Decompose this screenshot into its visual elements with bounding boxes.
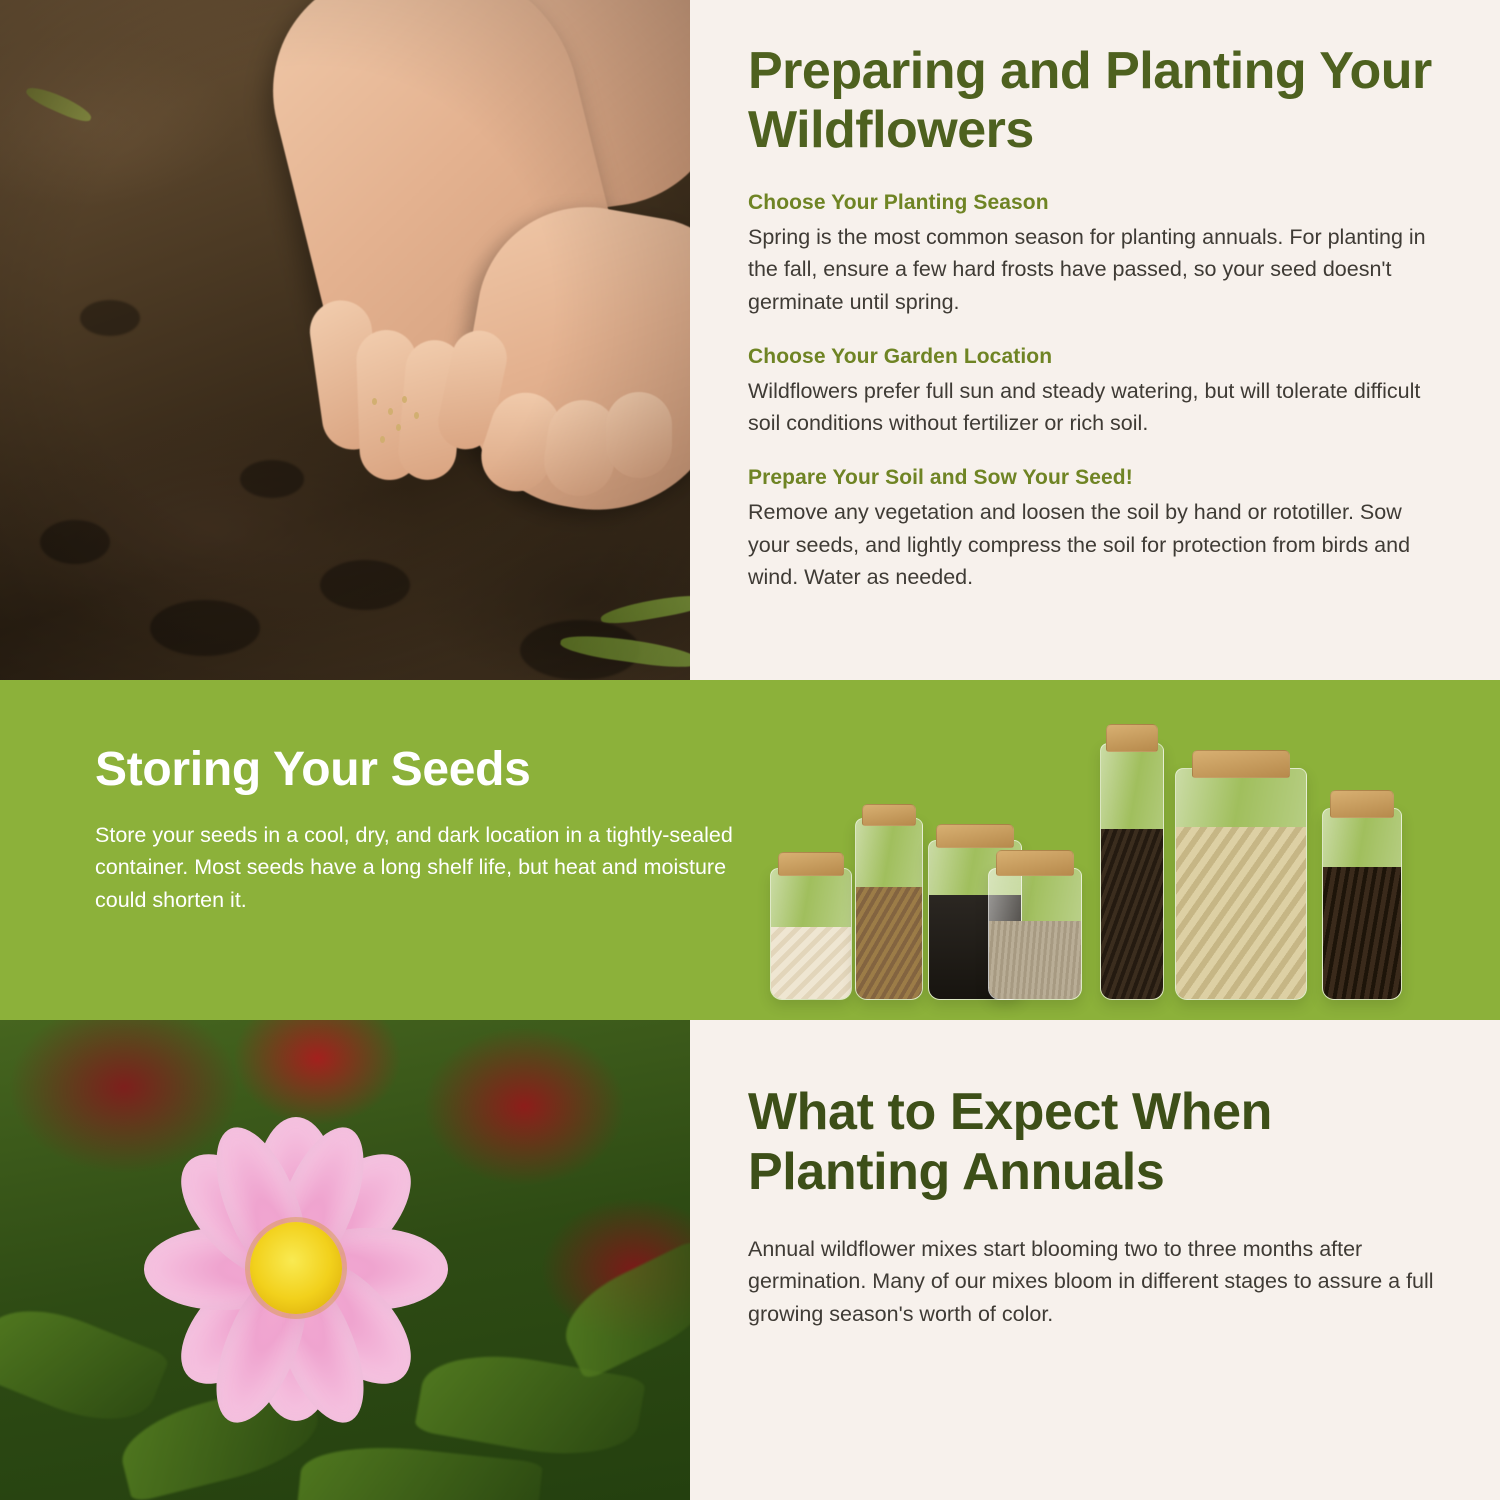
paragraph-planting-season: Spring is the most common season for planting annuals. For planting in the fall, ensure a few hard frosts have passed, so your seed doesn't germinate until spring.: [748, 224, 1426, 314]
subheading-planting-season: Choose Your Planting Season: [748, 190, 1049, 214]
storing-seeds-paragraph: Store your seeds in a cool, dry, and dark location in a tightly-sealed container. Most seeds have a long shelf life, but heat and moisture could shorten it.: [95, 823, 733, 912]
jar-white-beans: [770, 868, 852, 1000]
section-expect-text: [690, 1020, 1500, 1500]
what-to-expect-paragraph: Annual wildflower mixes start blooming two to three months after germination. Many of our mixes bloom in different stages to assure a full growing season's worth of color.: [748, 1236, 1434, 1326]
jar-sunflower-seeds: [1322, 808, 1402, 1000]
page-title: Preparing and Planting Your Wildflowers: [748, 42, 1432, 160]
what-to-expect-heading: What to Expect When Planting Annuals: [748, 1083, 1272, 1202]
seed-jars-image: [760, 680, 1500, 1020]
pink-cosmos-flower-image: [0, 1020, 690, 1500]
jar-tall-dark-seeds: [1100, 743, 1164, 1000]
section-storing-text: [0, 680, 760, 1020]
subheading-prepare-soil: Prepare Your Soil and Sow Your Seed!: [748, 465, 1133, 489]
jar-pumpkin-seeds: [1175, 768, 1307, 1000]
section-preparing-text: [690, 0, 1500, 680]
jar-tan-seeds: [855, 818, 923, 1000]
paragraph-garden-location: Wildflowers prefer full sun and steady watering, but will tolerate difficult soil conditions without fertilizer or rich soil.: [748, 378, 1421, 436]
subheading-garden-location: Choose Your Garden Location: [748, 344, 1053, 368]
section-storing-seeds: [0, 680, 1500, 1020]
photo-vignette: [0, 0, 690, 680]
hand-sowing-seeds-image: [0, 0, 690, 680]
section-what-to-expect: [0, 1020, 1500, 1500]
paragraph-prepare-soil: Remove any vegetation and loosen the soil by hand or rototiller. Sow your seeds, and lightly compress the soil for protection from birds and wind. Water as needed.: [748, 499, 1411, 590]
flower-center: [250, 1222, 342, 1314]
storing-seeds-heading: Storing Your Seeds: [95, 743, 531, 796]
section-preparing-planting: [0, 0, 1500, 680]
jar-ground-seeds: [988, 868, 1082, 1000]
